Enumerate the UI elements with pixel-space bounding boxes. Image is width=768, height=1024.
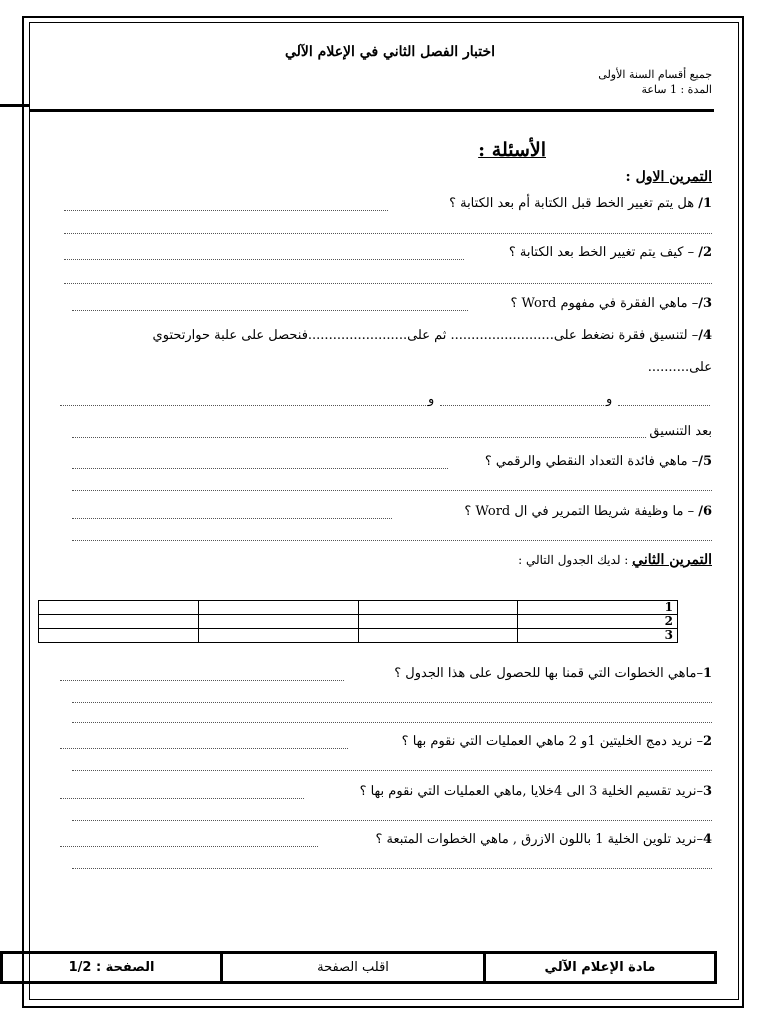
- answer-line: [72, 540, 712, 541]
- table-cell: [198, 615, 358, 629]
- answer-line: [60, 748, 348, 749]
- table-cell-number: 3: [518, 629, 678, 643]
- exam-title: اختبار الفصل الثاني في الإعلام الآلي: [285, 44, 495, 60]
- question-number: 5/: [698, 454, 712, 469]
- answer-line: [60, 680, 344, 681]
- exercise2-intro: : لديك الجدول التالي :: [518, 553, 633, 567]
- question-text: –نريد تلوين الخلية 1 باللون الازرق , ماهي الخطوات المتبعة ؟: [375, 832, 703, 847]
- table-cell: [358, 629, 518, 643]
- question-number: 1/: [698, 196, 712, 211]
- question-number: 3: [702, 784, 712, 799]
- and-connector: و: [428, 392, 435, 407]
- question-text: – لتنسيق فقرة نضغط على......................... ثم على........................فنحصل على علبة حوارتحتوي: [152, 328, 699, 343]
- exercise1-title-suffix: :: [625, 169, 636, 185]
- table-cell: [39, 615, 199, 629]
- question-text: – نريد دمج الخليتين 1و 2 ماهي العمليات التي نقوم بها ؟: [401, 734, 703, 749]
- question-number: 4/: [698, 328, 712, 343]
- question-2-3: [360, 784, 712, 799]
- answer-line: [60, 846, 318, 847]
- answer-line: [72, 868, 712, 869]
- question-1-2: [509, 245, 712, 260]
- and-connector: و: [606, 392, 613, 407]
- table-cell-number: 1: [518, 601, 678, 615]
- question-text: – كيف يتم تغيير الخط بعد الكتابة ؟: [508, 245, 699, 260]
- table-row: [39, 601, 678, 615]
- table-cell: [198, 601, 358, 615]
- question-text: – ماهي فائدة التعداد النقطي والرقمي ؟: [484, 454, 699, 469]
- answer-line: [72, 518, 392, 519]
- table-cell-number: 2: [518, 615, 678, 629]
- question-number: 4: [702, 832, 712, 847]
- question-number: 3/: [698, 296, 712, 311]
- question-number: 1: [702, 666, 712, 681]
- answer-line: [60, 405, 428, 406]
- left-margin-rule: [0, 104, 30, 107]
- question-number: 2: [702, 734, 712, 749]
- table-cell: [39, 601, 199, 615]
- question-text: –ماهي الخطوات التي قمنا بها للحصول على هذا الجدول ؟: [394, 666, 703, 681]
- table-row: [39, 615, 678, 629]
- question-1-4-line2: على..........: [647, 360, 712, 375]
- audience-label: جميع أقسام السنة الأولى: [598, 68, 712, 81]
- footer-turn-page: اقلب الصفحة: [223, 951, 483, 984]
- answer-line: [72, 702, 712, 703]
- table-row: [39, 629, 678, 643]
- answer-line: [72, 468, 448, 469]
- question-text: – ما وظيفة شريطا التمرير في ال Word ؟: [464, 504, 699, 519]
- table-cell: [358, 615, 518, 629]
- exercise1-title: [626, 169, 712, 185]
- duration-label: المدة : 1 ساعة: [641, 83, 712, 96]
- exercise2-title-text: التمرين الثاني: [632, 552, 712, 568]
- answer-line: [72, 490, 712, 491]
- question-text: – ماهي الفقرة في مفهوم Word ؟: [510, 296, 699, 311]
- table-cell: [198, 629, 358, 643]
- section-title: الأسئلة :: [478, 139, 546, 161]
- answer-line: [618, 405, 710, 406]
- page-footer: [0, 951, 717, 984]
- answer-line: [72, 722, 712, 723]
- footer-subject: مادة الإعلام الآلي: [483, 951, 717, 984]
- answer-line: [72, 770, 712, 771]
- question-text: –نريد تقسيم الخلية 3 الى 4خلايا ,ماهي العمليات التي نقوم بها ؟: [359, 784, 703, 799]
- question-number: 2/: [698, 245, 712, 260]
- question-2-2: [402, 734, 712, 749]
- footer-page-number: الصفحة : 1/2: [0, 951, 223, 984]
- exercise2-title: [518, 552, 712, 568]
- answer-line: [64, 210, 388, 211]
- question-1-5: [485, 454, 712, 469]
- question-1-3: [510, 296, 712, 311]
- answer-line: [72, 437, 646, 438]
- header-rule: [30, 109, 714, 112]
- answer-line: [64, 233, 712, 234]
- question-2-1: [394, 666, 712, 681]
- question-1-4-line4: بعد التنسيق: [649, 424, 712, 439]
- table-cell: [358, 601, 518, 615]
- answer-line: [72, 820, 712, 821]
- question-1-4: [153, 328, 712, 343]
- answer-line: [72, 310, 468, 311]
- table-cell: [39, 629, 199, 643]
- exercise-table: [38, 600, 678, 643]
- question-2-4: [376, 832, 713, 847]
- answer-line: [64, 283, 712, 284]
- answer-line: [60, 798, 304, 799]
- question-1-1: [449, 196, 712, 211]
- question-1-6: [464, 504, 712, 519]
- answer-line: [64, 259, 464, 260]
- exercise1-title-text: التمرين الاول: [635, 169, 712, 185]
- answer-line: [440, 405, 604, 406]
- question-text: هل يتم تغيير الخط قبل الكتابة أم بعد الكتابة ؟: [449, 196, 699, 211]
- question-number: 6/: [698, 504, 712, 519]
